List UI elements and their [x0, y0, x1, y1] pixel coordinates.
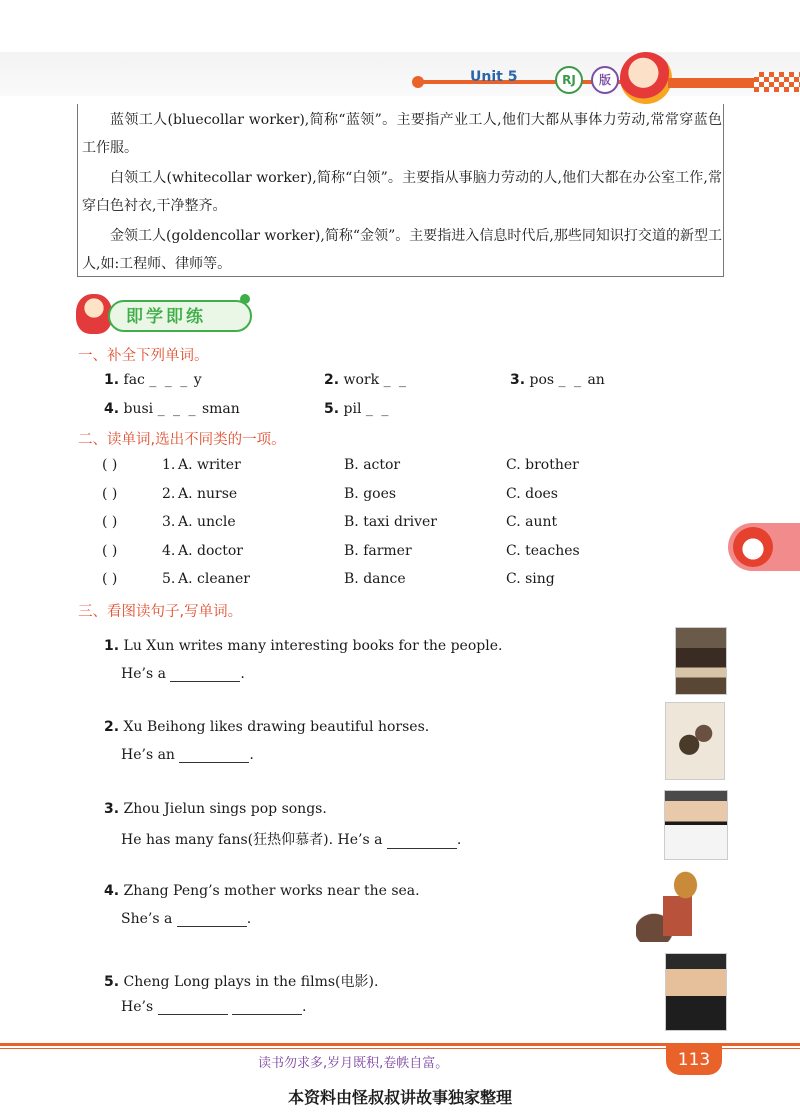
- option-b: B. goes: [344, 486, 397, 502]
- answer-paren[interactable]: ( ): [102, 543, 118, 559]
- choice-num: 3.: [162, 514, 176, 530]
- option-a: A. cleaner: [178, 571, 250, 587]
- sentence-5: 5. Cheng Long plays in the films(电影).: [104, 974, 379, 990]
- answer-blank[interactable]: [158, 999, 228, 1015]
- cheng-long-photo: [665, 953, 727, 1031]
- choice-num: 2.: [162, 486, 176, 502]
- answer-blank[interactable]: [177, 911, 247, 927]
- zhou-jielun-photo: [664, 790, 728, 860]
- horse-painting-image: [665, 702, 725, 780]
- answer-paren[interactable]: ( ): [102, 571, 118, 587]
- sentence-2: 2. Xu Beihong likes drawing beautiful horses.: [104, 719, 430, 735]
- mascot-icon: [76, 294, 112, 334]
- unit-label: Unit 5: [470, 69, 518, 85]
- fox-icon: [733, 527, 773, 567]
- intro-paragraph-blue: 蓝领工人(bluecollar worker),简称“蓝领”。主要指产业工人,他们大都从事体力劳动,常常穿蓝色工作服。: [82, 112, 722, 156]
- word-blank[interactable]: _ _ _: [157, 401, 198, 417]
- fisherwoman-illustration: [636, 866, 726, 942]
- word-blank[interactable]: _ _: [365, 401, 391, 417]
- intro-paragraph-white: 白领工人(whitecollar worker),简称“白领”。主要指从事脑力劳动的人,他们大都在办公室工作,常穿白色衬衣,干净整齐。: [82, 170, 722, 214]
- answer-line-1: He’s a .: [121, 666, 245, 682]
- word-item-4: 4. busi _ _ _ sman: [104, 401, 240, 417]
- answer-blank[interactable]: [232, 999, 302, 1015]
- word-item-5: 5. pil _ _: [324, 401, 391, 417]
- sentence-4: 4. Zhang Peng’s mother works near the sea.: [104, 883, 420, 899]
- answer-line-3: He has many fans(狂热仰慕者). He’s a .: [121, 832, 462, 848]
- page-number: 113: [666, 1045, 722, 1075]
- answer-line-4: She’s a .: [121, 911, 252, 927]
- option-c: C. does: [506, 486, 558, 502]
- option-a: A. doctor: [178, 543, 243, 559]
- word-item-3: 3. pos _ _ an: [510, 372, 605, 388]
- answer-blank[interactable]: [179, 747, 249, 763]
- header-band: [0, 52, 800, 96]
- intro-paragraph-gold: 金领工人(goldencollar worker),简称“金领”。主要指进入信息时代后,那些同知识打交道的新型工人,如:工程师、律师等。: [82, 228, 722, 272]
- choice-num: 1.: [162, 457, 176, 473]
- section2-heading: 二、读单词,选出不同类的一项。: [78, 432, 286, 448]
- option-b: B. taxi driver: [344, 514, 438, 530]
- answer-blank[interactable]: [387, 833, 457, 849]
- practice-title: [76, 290, 252, 336]
- option-c: C. brother: [506, 457, 579, 473]
- rj-badge: RJ: [555, 66, 583, 94]
- option-a: A. nurse: [178, 486, 238, 502]
- word-item-2: 2. work _ _: [324, 372, 409, 388]
- edition-badge: 版: [591, 66, 619, 94]
- word-blank[interactable]: _ _: [383, 372, 409, 388]
- section1-heading: 一、补全下列单词。: [78, 348, 209, 364]
- practice-dot: [240, 294, 250, 304]
- girl-mascot-icon: [620, 52, 672, 104]
- checker-pattern: [754, 72, 800, 92]
- answer-line-2: He’s an .: [121, 747, 254, 763]
- option-a: A. writer: [178, 457, 241, 473]
- answer-paren[interactable]: ( ): [102, 457, 118, 473]
- option-b: B. farmer: [344, 543, 412, 559]
- credit-line: 本资料由怪叔叔讲故事独家整理: [287, 1088, 512, 1107]
- word-item-1: 1. fac _ _ _ y: [104, 372, 202, 388]
- choice-num: 4.: [162, 543, 176, 559]
- option-a: A. uncle: [178, 514, 236, 530]
- footer-motto: 读书勿求多,岁月既积,卷帙自富。: [258, 1056, 449, 1071]
- practice-title-text: 即学即练: [126, 307, 206, 327]
- answer-blank[interactable]: [170, 666, 240, 682]
- answer-paren[interactable]: ( ): [102, 514, 118, 530]
- option-c: C. aunt: [506, 514, 558, 530]
- answer-line-5: He’s .: [121, 999, 307, 1015]
- answer-paren[interactable]: ( ): [102, 486, 118, 502]
- option-c: C. teaches: [506, 543, 580, 559]
- header-stripe: [668, 78, 754, 88]
- lu-xun-photo: [675, 627, 727, 695]
- option-b: B. actor: [344, 457, 401, 473]
- word-blank[interactable]: _ _ _: [149, 372, 190, 388]
- option-c: C. sing: [506, 571, 555, 587]
- option-b: B. dance: [344, 571, 406, 587]
- section3-heading: 三、看图读句子,写单词。: [78, 604, 243, 620]
- sentence-3: 3. Zhou Jielun sings pop songs.: [104, 801, 327, 817]
- intro-box: [77, 104, 724, 277]
- choice-num: 5.: [162, 571, 176, 587]
- word-blank[interactable]: _ _: [558, 372, 583, 388]
- sentence-1: 1. Lu Xun writes many interesting books for the people.: [104, 638, 503, 654]
